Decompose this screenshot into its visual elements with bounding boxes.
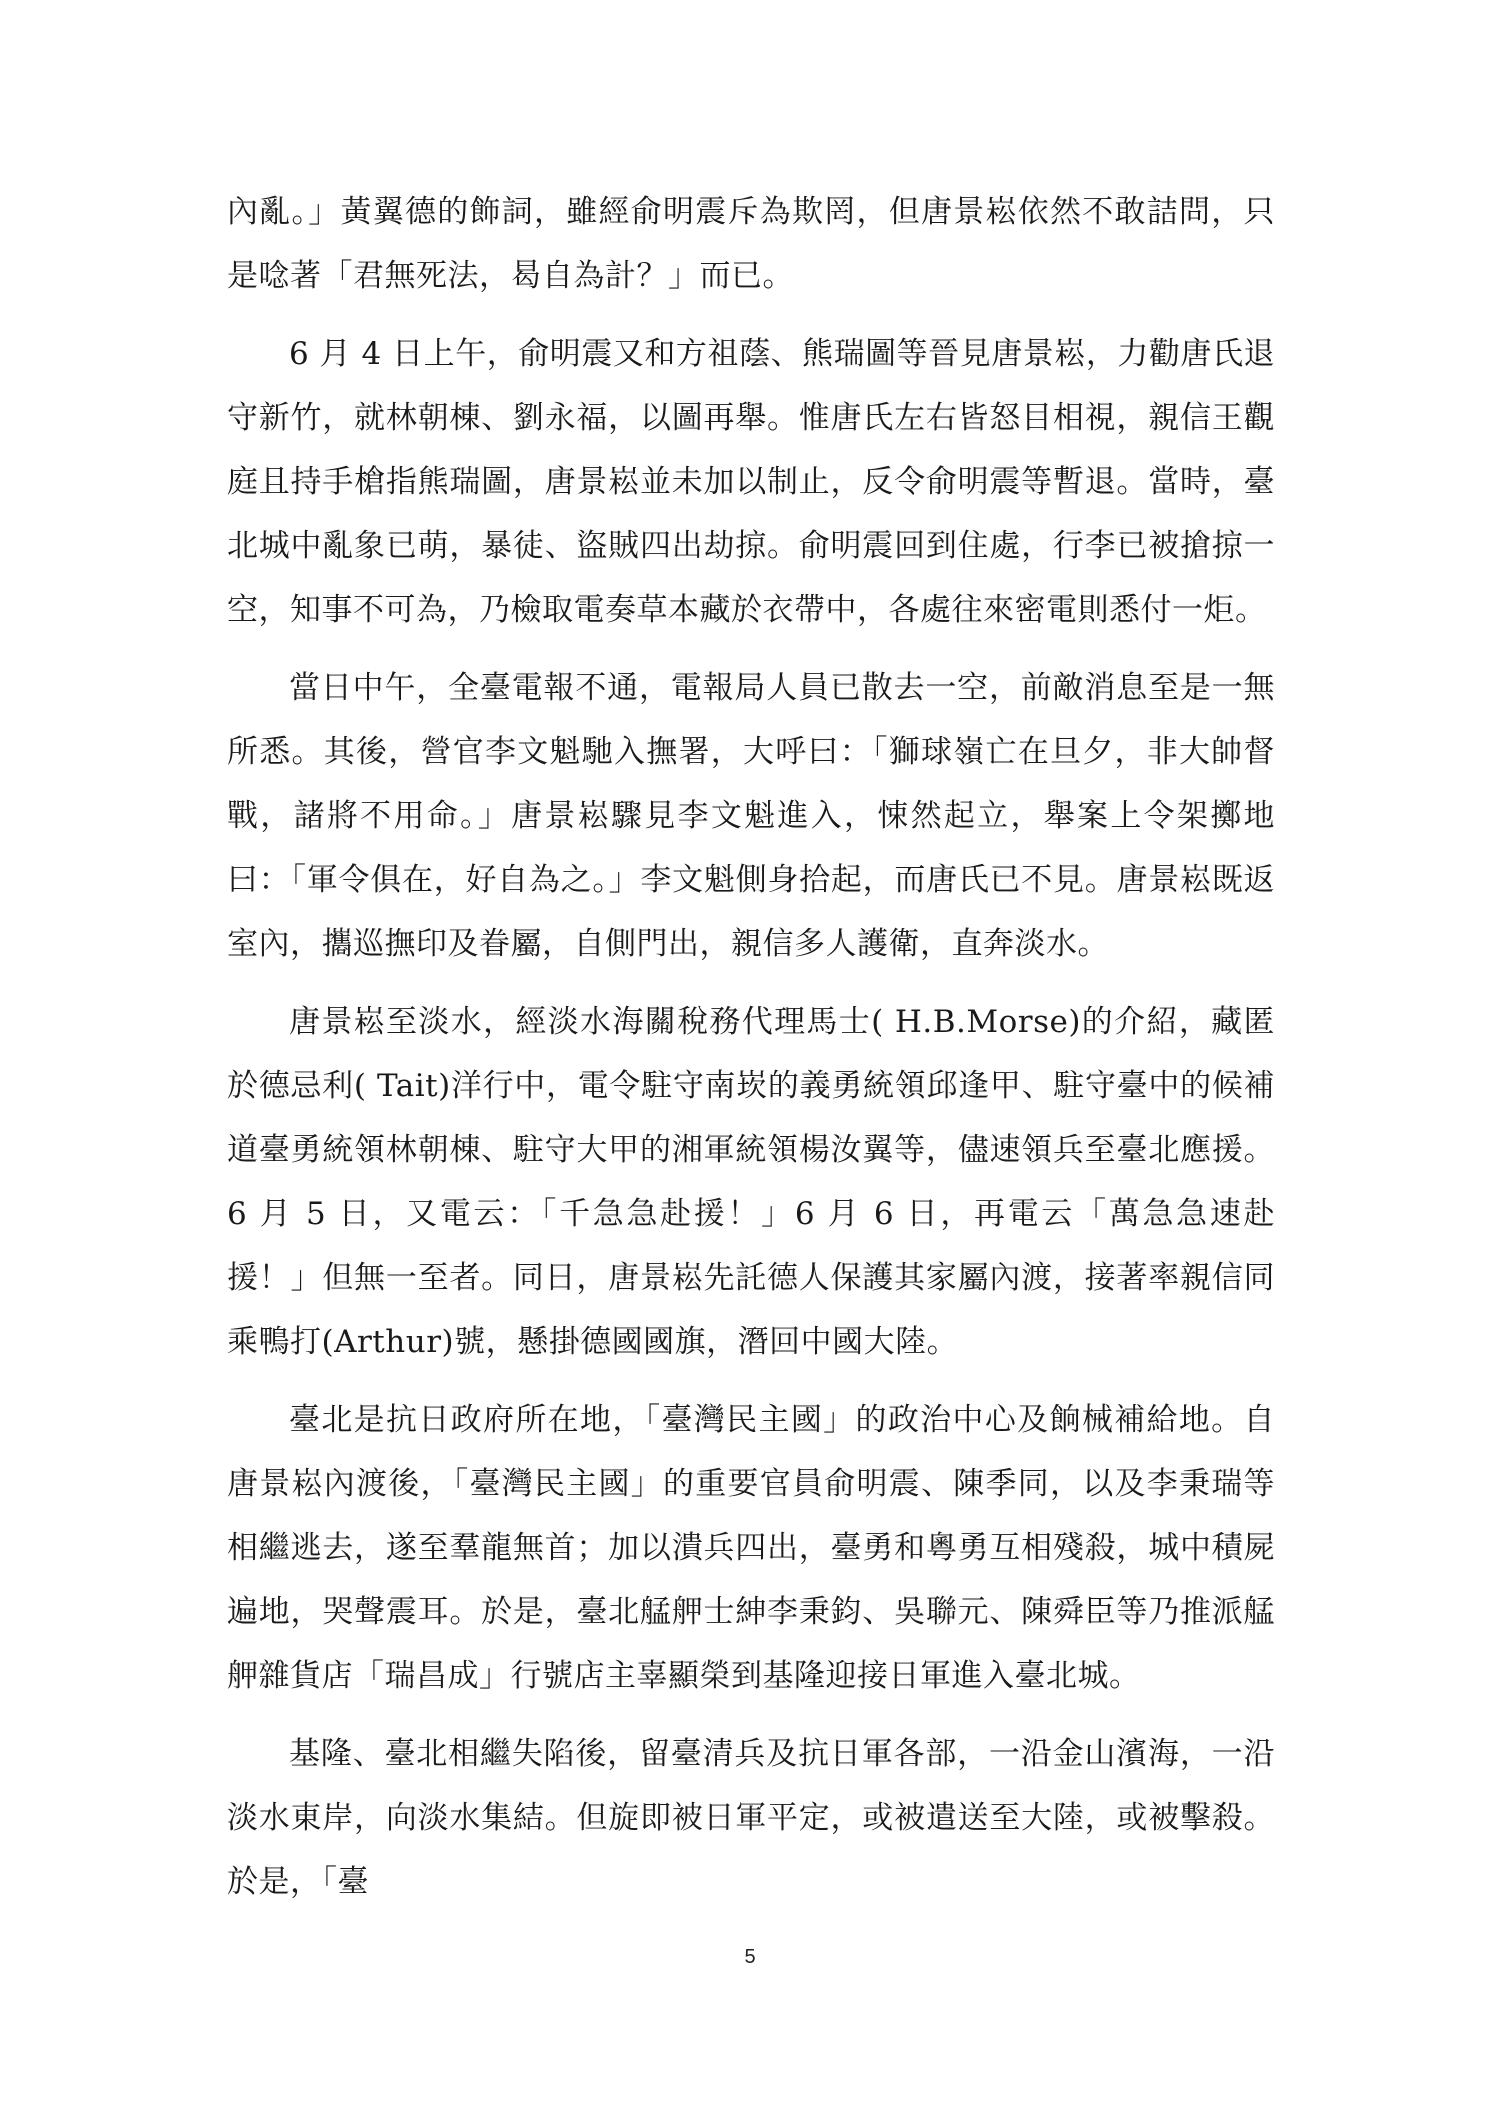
paragraph-continuation: 內亂。」黃翼德的飾詞，雖經俞明震斥為欺罔，但唐景崧依然不敢詰問，只是唸著「君無死法，曷自為計？」而已。 <box>227 194 1275 294</box>
paragraph-keelung: 基隆、臺北相繼失陷後，留臺清兵及抗日軍各部，一沿金山濱海，一沿淡水東岸，向淡水集結。但旋即被日軍平定，或被遣送至大陸，或被擊殺。於是，「臺 <box>227 1736 1275 1900</box>
paragraph-tamsui: 唐景崧至淡水，經淡水海關稅務代理馬士( H.B.Morse)的介紹，藏匿於德忌利( Tait)洋行中，電令駐守南崁的義勇統領邱逢甲、駐守臺中的候補道臺勇統領林朝棟、駐守大甲的湘軍統領楊汝翼等，儘速領兵至臺北應援。6 月 5 日，又電云：「千急急赴援！」6 月 6 日，再電云「萬急急速赴援！」但無一至者。同日，唐景崧先託德人保護其家屬內渡，接著率親信同乘鴨打(Arthur)號，懸掛德國國旗，潛回中國大陸。 <box>227 1004 1275 1360</box>
body-text <box>227 180 1275 1914</box>
page-number: 5 <box>744 1946 756 1968</box>
paragraph-june-4: 6 月 4 日上午，俞明震又和方祖蔭、熊瑞圖等晉見唐景崧，力勸唐氏退守新竹，就林朝棟、劉永福，以圖再舉。惟唐氏左右皆怒目相視，親信王觀庭且持手槍指熊瑞圖，唐景崧並未加以制止，反令俞明震等暫退。當時，臺北城中亂象已萌，暴徒、盜賊四出劫掠。俞明震回到住處，行李已被搶掠一空，知事不可為，乃檢取電奏草本藏於衣帶中，各處往來密電則悉付一炬。 <box>227 336 1275 628</box>
paragraph-noon: 當日中午，全臺電報不通，電報局人員已散去一空，前敵消息至是一無所悉。其後，營官李文魁馳入撫署，大呼曰：「獅球嶺亡在旦夕，非大帥督戰，諸將不用命。」唐景崧驟見李文魁進入，悚然起立，舉案上令架擲地曰：「軍令俱在，好自為之。」李文魁側身拾起，而唐氏已不見。唐景崧既返室內，攜巡撫印及眷屬，自側門出，親信多人護衛，直奔淡水。 <box>227 670 1275 962</box>
paragraph-taipei: 臺北是抗日政府所在地，「臺灣民主國」的政治中心及餉械補給地。自唐景崧內渡後，「臺灣民主國」的重要官員俞明震、陳季同，以及李秉瑞等相繼逃去，遂至羣龍無首；加以潰兵四出，臺勇和粵勇互相殘殺，城中積屍遍地，哭聲震耳。於是，臺北艋舺士紳李秉鈞、吳聯元、陳舜臣等乃推派艋舺雜貨店「瑞昌成」行號店主辜顯榮到基隆迎接日軍進入臺北城。 <box>227 1402 1275 1694</box>
